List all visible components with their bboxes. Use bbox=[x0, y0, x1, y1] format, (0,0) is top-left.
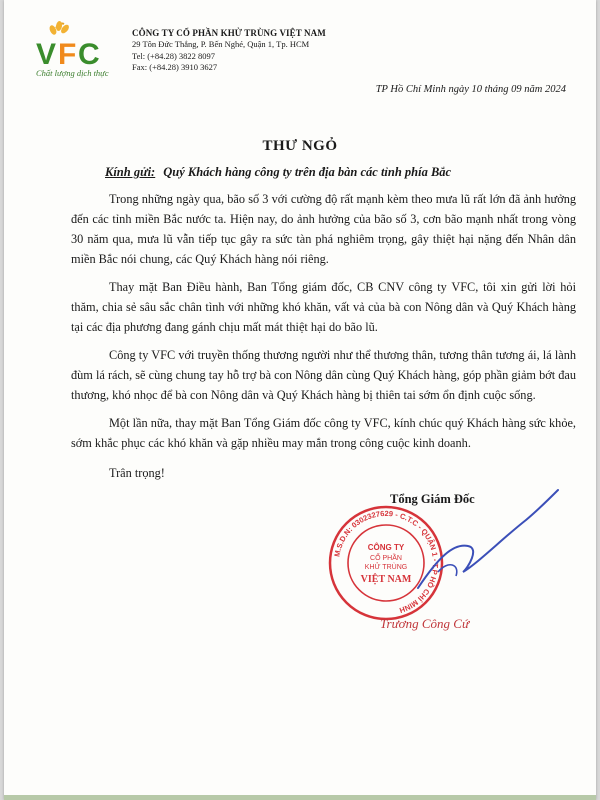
svg-text:C: C bbox=[78, 38, 100, 70]
paragraph-2: Thay mặt Ban Điều hành, Ban Tổng giám đốc, CB CNV công ty VFC, tôi xin gửi lời hỏi thăm, chia sẻ sâu sắc chân tình với những khó khăn, vất vả của bà con Nông dân và Quý Khách hàng tại các địa phương đang gánh chịu mất mát thiệt hại do bão lũ. bbox=[71, 280, 576, 334]
company-address: 29 Tôn Đức Thắng, P. Bến Nghé, Quận 1, Tp. HCM bbox=[132, 39, 310, 50]
greeting bbox=[105, 165, 451, 180]
handwritten-signature-icon bbox=[408, 468, 568, 608]
svg-text:CỔ PHẦN: CỔ PHẦN bbox=[370, 555, 402, 562]
paragraph-3: Công ty VFC với truyền thống thương người như thể thương thân, tương thân tương ái, lá lành đùm lá rách, sẽ cùng chung tay hỗ trợ bà con Nông dân cùng Quý Khách hàng, góp phần giảm bớt đau thương, khó nhọc để bà con Nông dân và Quý Khách hàng bị thiên tai sớm ổn định cuộc sống. bbox=[71, 348, 576, 402]
letter-page bbox=[4, 0, 596, 800]
letter-title: THƯ NGỎ bbox=[262, 138, 338, 154]
greeting-label: Kính gửi: bbox=[105, 165, 156, 179]
signer-title: Tổng Giám Đốc bbox=[390, 492, 475, 506]
company-name: CÔNG TY CỔ PHẦN KHỬ TRÙNG VIỆT NAM bbox=[132, 28, 326, 38]
company-phone: Tel: (+84.28) 3822 8097 bbox=[132, 50, 216, 61]
greeting-recipient: Quý Khách hàng công ty trên địa bàn các tỉnh phía Bắc bbox=[163, 165, 452, 179]
footer-strip bbox=[4, 795, 596, 800]
svg-text:KHỬ TRÙNG: KHỬ TRÙNG bbox=[364, 564, 408, 571]
date-line: TP Hồ Chí Minh ngày 10 tháng 09 năm 2024 bbox=[375, 84, 566, 95]
svg-text:VIỆT NAM: VIỆT NAM bbox=[360, 574, 412, 585]
paragraph-1: Trong những ngày qua, bão số 3 với cường độ rất mạnh kèm theo mưa lũ rất lớn đã ảnh hưởng đến các tỉnh miền Bắc nước ta. Hiện nay, do ảnh hưởng của bão số 3, cơn bão mạnh nhất trong vòng 30 năm qua, mưa lũ vẫn tiếp tục gây ra sức tàn phá nghiêm trọng, gây thiệt hại nặng đến Nhân dân miền Bắc nói chung, các Quý Khách hàng nói riêng. bbox=[71, 192, 576, 266]
svg-text:CÔNG TY: CÔNG TY bbox=[367, 543, 405, 552]
paragraph-4: Một lần nữa, thay mặt Ban Tổng Giám đốc công ty VFC, kính chúc quý Khách hàng sức khỏe, sớm khắc phục các khó khăn và gặp nhiều may mắn trong công cuộc kinh doanh. bbox=[71, 416, 576, 450]
closing: Trân trọng! bbox=[109, 466, 165, 480]
vfc-logo-icon bbox=[34, 20, 124, 70]
company-tagline: Chất lượng dịch thực bbox=[36, 68, 109, 78]
svg-text:F: F bbox=[58, 38, 77, 70]
svg-text:V: V bbox=[36, 38, 57, 70]
company-logo bbox=[34, 20, 124, 86]
company-info bbox=[132, 28, 326, 74]
signer-name: Trương Công Cứ bbox=[380, 616, 470, 631]
svg-text:M.S.D.N: 0302327629 - C.T.C -: M.S.D.N: 0302327629 - C.T.C - QUẬN 1 - T.P HỒ CHÍ MINH bbox=[332, 508, 441, 615]
company-fax: Fax: (+84.28) 3910 3627 bbox=[132, 62, 218, 73]
letter-body bbox=[71, 189, 576, 461]
